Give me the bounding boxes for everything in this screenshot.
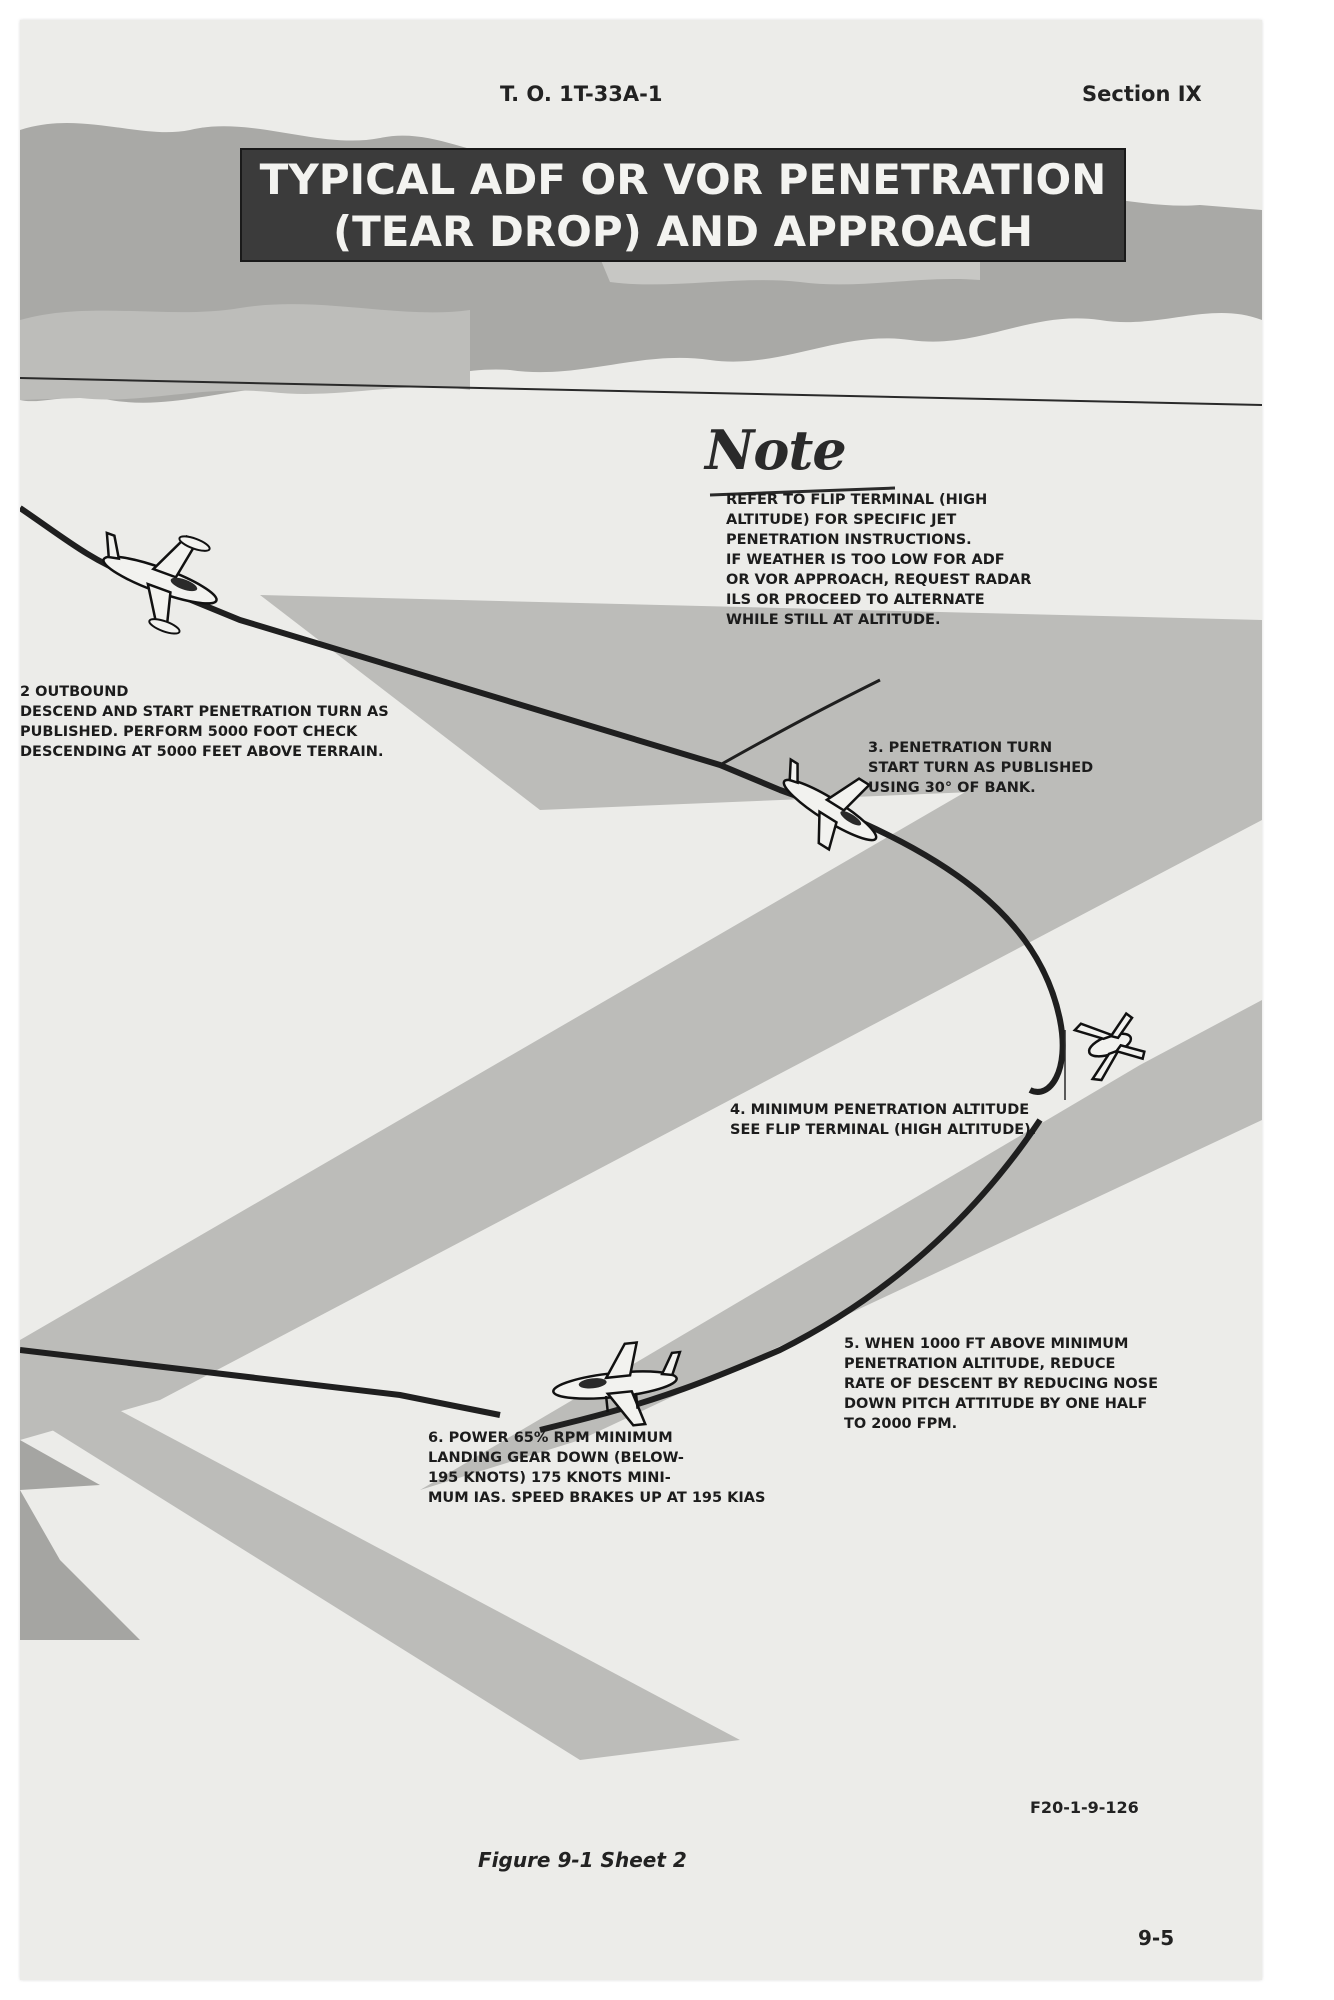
aircraft-icon-outbound <box>82 510 234 645</box>
step-5-label: 5. WHEN 1000 FT ABOVE MINIMUM PENETRATION ALTITUDE, REDUCE RATE OF DESCENT BY REDUCING NOSE DOWN PITCH ATTITUDE BY ONE HALF TO 2000 FPM. <box>844 1336 1159 1432</box>
figure-title <box>240 148 1126 262</box>
page-number: 9-5 <box>1138 1926 1175 1950</box>
figure-caption: Figure 9-1 Sheet 2 <box>478 1848 687 1872</box>
figure-title-line1: TYPICAL ADF OR VOR PENETRATION <box>259 155 1107 204</box>
note-heading: Note <box>705 418 846 482</box>
figure-code: F20-1-9-126 <box>1030 1798 1139 1817</box>
figure-title-line2: (TEAR DROP) AND APPROACH <box>332 207 1034 256</box>
step-2-label: 2 OUTBOUND DESCEND AND START PENETRATION TURN AS PUBLISHED. PERFORM 5000 FOOT CHECK DESCENDING AT 5000 FEET ABOVE TERRAIN. <box>20 684 389 760</box>
section-label: Section IX <box>1082 82 1202 106</box>
step-3-label: 3. PENETRATION TURN START TURN AS PUBLISHED USING 30° OF BANK. <box>868 740 1094 796</box>
manual-page <box>20 20 1262 1980</box>
document-number: T. O. 1T-33A-1 <box>500 82 663 106</box>
note-text: REFER TO FLIP TERMINAL (HIGH ALTITUDE) FOR SPECIFIC JET PENETRATION INSTRUCTIONS. IF WEATHER IS TOO LOW FOR ADF OR VOR APPROACH, REQUEST RADAR ILS OR PROCEED TO ALTERNATE WHILE STILL AT ALTITUDE. <box>726 492 1032 628</box>
step-6-label: 6. POWER 65% RPM MINIMUM LANDING GEAR DOWN (BELOW- 195 KNOTS) 175 KNOTS MINI- MUM IAS. SPEED BRAKES UP AT 195 KIAS <box>428 1430 766 1506</box>
penetration-diagram <box>20 20 1262 1980</box>
step-4-label: 4. MINIMUM PENETRATION ALTITUDE SEE FLIP TERMINAL (HIGH ALTITUDE). <box>730 1102 1037 1138</box>
